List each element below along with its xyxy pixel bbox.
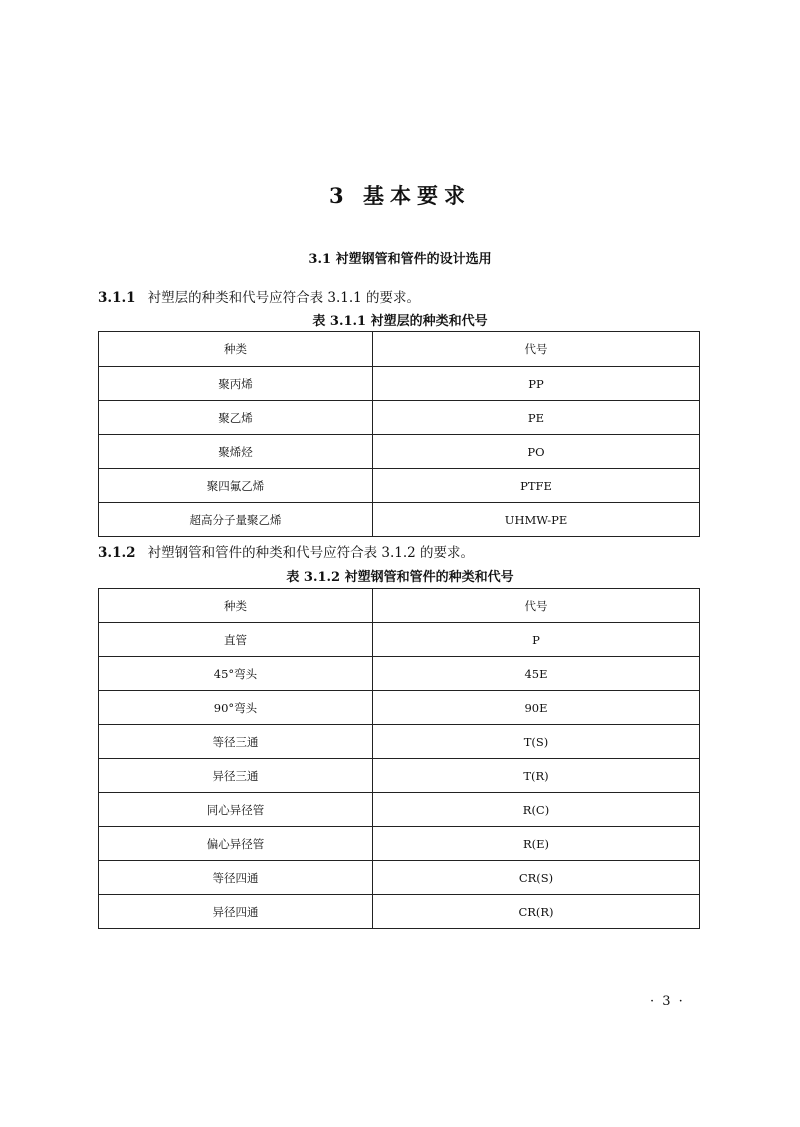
table-cell: 直管	[99, 623, 373, 657]
table-3-1-2-caption: 表 3.1.2 衬塑钢管和管件的种类和代号	[286, 570, 514, 585]
page-number: · 3 ·	[650, 994, 685, 1009]
table-cell: 45E	[373, 657, 700, 691]
table-row	[99, 657, 700, 691]
clause-number: 3.1.1	[98, 290, 136, 306]
chapter-title: 3 基本要求	[329, 183, 471, 208]
table-row	[99, 827, 700, 861]
table-cell: CR(R)	[373, 895, 700, 929]
table-cell: T(S)	[373, 725, 700, 759]
table-cell: 异径三通	[99, 759, 373, 793]
clause-3-1-2	[98, 541, 474, 561]
table-cell: 90°弯头	[99, 691, 373, 725]
table-cell: 聚四氟乙烯	[99, 469, 373, 503]
table-cell: CR(S)	[373, 861, 700, 895]
table-cell: UHMW-PE	[373, 503, 700, 537]
table-row	[99, 895, 700, 929]
clause-number: 3.1.2	[98, 545, 136, 561]
clause-3-1-1	[98, 286, 420, 306]
table-cell: 异径四通	[99, 895, 373, 929]
table-row	[99, 623, 700, 657]
table-cell: 聚丙烯	[99, 367, 373, 401]
section-heading: 3.1 衬塑钢管和管件的设计选用	[308, 252, 492, 267]
column-header: 代号	[373, 589, 700, 623]
table-cell: 45°弯头	[99, 657, 373, 691]
table-row	[99, 725, 700, 759]
table-row	[99, 759, 700, 793]
table-row	[99, 691, 700, 725]
table-row	[99, 793, 700, 827]
table-cell: PTFE	[373, 469, 700, 503]
table-cell: PO	[373, 435, 700, 469]
column-header: 代号	[373, 332, 700, 367]
column-header: 种类	[99, 589, 373, 623]
table-cell: 90E	[373, 691, 700, 725]
table-3-1-1	[98, 331, 700, 537]
table-row	[99, 401, 700, 435]
table-3-1-1-caption: 表 3.1.1 衬塑层的种类和代号	[312, 314, 488, 329]
table-row	[99, 367, 700, 401]
table-row	[99, 503, 700, 537]
clause-text: 衬塑层的种类和代号应符合表 3.1.1 的要求。	[147, 290, 421, 306]
table-cell: 等径四通	[99, 861, 373, 895]
table-cell: P	[373, 623, 700, 657]
table-cell: R(C)	[373, 793, 700, 827]
table-cell: R(E)	[373, 827, 700, 861]
table-cell: 聚烯烃	[99, 435, 373, 469]
table-row	[99, 861, 700, 895]
table-header-row	[99, 332, 700, 367]
table-row	[99, 469, 700, 503]
column-header: 种类	[99, 332, 373, 367]
table-header-row	[99, 589, 700, 623]
table-cell: 等径三通	[99, 725, 373, 759]
table-cell: 聚乙烯	[99, 401, 373, 435]
table-cell: 超高分子量聚乙烯	[99, 503, 373, 537]
table-cell: 同心异径管	[99, 793, 373, 827]
table-cell: T(R)	[373, 759, 700, 793]
clause-text: 衬塑钢管和管件的种类和代号应符合表 3.1.2 的要求。	[147, 545, 475, 561]
table-row	[99, 435, 700, 469]
table-3-1-2	[98, 588, 700, 929]
table-cell: PE	[373, 401, 700, 435]
table-cell: 偏心异径管	[99, 827, 373, 861]
table-cell: PP	[373, 367, 700, 401]
